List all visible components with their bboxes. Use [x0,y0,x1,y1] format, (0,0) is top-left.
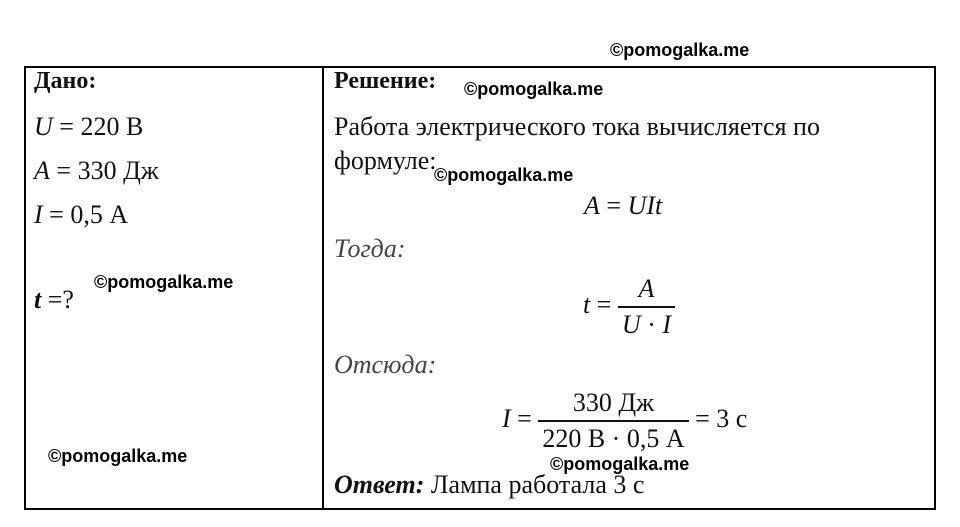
formula-time: t = $\frac{A}{U \cdot I}$ [583,274,675,340]
solution-header: Решение: [334,68,437,94]
calculation-fraction [538,388,688,454]
given-current-value: 0,5 А [70,200,129,229]
solution-intro-line1: Работа электрического тока вычисляется по [334,112,820,141]
given-work-value: 330 Дж [77,156,159,185]
watermark-given: ©pomogalka.me [94,272,234,292]
formula-time-fraction: $\frac{A}{U \cdot I}$ [618,274,675,340]
watermark-bottom-left: ©pomogalka.me [48,446,188,466]
watermark-top: ©pomogalka.me [610,40,750,60]
given-current: I = 0,5 А [34,200,129,229]
given-unknown: t =? [34,285,74,314]
given-header: Дано: [34,68,97,94]
calculation-result: 3 с [716,403,748,433]
formula-work: A = UIt [584,191,663,220]
then-label: Тогда: [334,234,406,263]
answer-label: Ответ: [334,470,425,499]
answer-text: Лампа работала 3 с [430,470,645,499]
watermark-bottom-right: ©pomogalka.me [550,454,690,474]
column-divider [322,66,324,510]
given-work: A = 330 Дж [34,156,159,185]
watermark-formula: ©pomogalka.me [434,165,574,185]
watermark-solution-header: ©pomogalka.me [464,79,604,99]
given-voltage: U = 220 В [34,112,144,141]
calculation-numerator: 330 Дж [572,388,655,417]
given-voltage-value: 220 В [80,112,144,141]
given-unknown-mark: ? [62,285,74,314]
solution-intro-line2: формуле: [334,146,437,175]
hence-label: Отсюда: [334,350,437,379]
answer-line [334,470,644,500]
calculation: I = $\frac{330 Дж}{220 В \cdot 0,5 А}$ = 3 с [502,388,748,453]
calculation-denominator: 220 В · 0,5 А [538,420,688,454]
